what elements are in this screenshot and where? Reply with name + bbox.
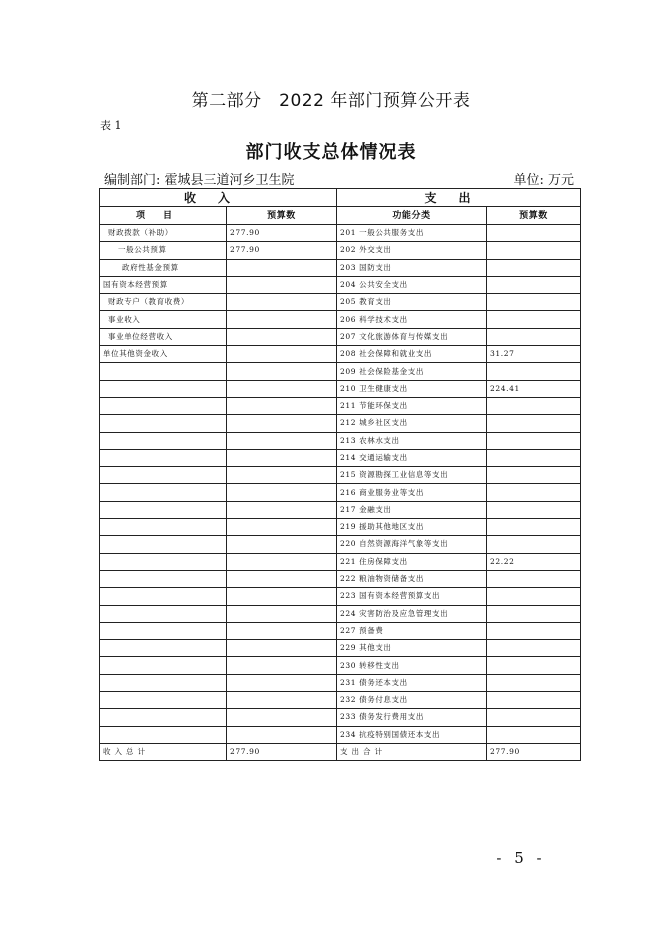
expense-item-cell: 223 国有资本经营预算支出 (337, 588, 487, 605)
totals-row (100, 743, 581, 760)
expense-amount-cell (487, 363, 581, 380)
table-row (100, 674, 581, 691)
table-number: 表 1 (100, 119, 122, 132)
item-header: 项目 (100, 207, 227, 225)
table-row (100, 692, 581, 709)
table-row (100, 484, 581, 501)
expense-item-cell: 224 灾害防治及应急管理支出 (337, 605, 487, 622)
table-row (100, 276, 581, 293)
header-row-2 (100, 207, 581, 225)
expense-item-cell: 214 交通运输支出 (337, 449, 487, 466)
income-amount-cell (227, 726, 337, 743)
expense-item-cell: 222 粮油物资储备支出 (337, 570, 487, 587)
expense-item-cell: 211 节能环保支出 (337, 397, 487, 414)
expense-item-cell: 202 外交支出 (337, 242, 487, 259)
income-amount-cell (227, 363, 337, 380)
table-row (100, 311, 581, 328)
expense-item-cell: 217 金融支出 (337, 501, 487, 518)
expense-item-cell: 209 社会保险基金支出 (337, 363, 487, 380)
table-row (100, 449, 581, 466)
income-item-cell: 事业收入 (100, 311, 227, 328)
income-item-cell (100, 726, 227, 743)
income-amount-cell (227, 484, 337, 501)
budget-amount-header-2: 预算数 (487, 207, 581, 225)
income-amount-cell (227, 259, 337, 276)
expense-item-cell: 203 国防支出 (337, 259, 487, 276)
income-item-cell (100, 415, 227, 432)
expense-item-cell: 201 一般公共服务支出 (337, 225, 487, 242)
expense-item-cell: 227 预备费 (337, 622, 487, 639)
income-item-cell: 国有资本经营预算 (100, 276, 227, 293)
table-row (100, 657, 581, 674)
expense-amount-cell (487, 432, 581, 449)
expense-amount-cell (487, 692, 581, 709)
income-amount-cell (227, 380, 337, 397)
expense-amount-cell (487, 657, 581, 674)
table-row (100, 588, 581, 605)
income-item-cell: 财政专户（教育收费） (100, 294, 227, 311)
table-row (100, 225, 581, 242)
income-amount-cell (227, 657, 337, 674)
income-header: 收入 (100, 189, 337, 207)
expense-item-cell: 230 转移性支出 (337, 657, 487, 674)
income-amount-cell (227, 276, 337, 293)
expense-amount-cell (487, 242, 581, 259)
income-amount-cell (227, 311, 337, 328)
table-row (100, 415, 581, 432)
table-row (100, 432, 581, 449)
expense-amount-cell (487, 449, 581, 466)
income-amount-cell (227, 605, 337, 622)
expense-amount-cell (487, 225, 581, 242)
income-item-cell (100, 657, 227, 674)
income-item-cell (100, 709, 227, 726)
expense-item-cell: 206 科学技术支出 (337, 311, 487, 328)
expense-amount-cell (487, 709, 581, 726)
expense-item-cell: 234 抗疫特别国债还本支出 (337, 726, 487, 743)
expense-amount-cell (487, 467, 581, 484)
table-row (100, 380, 581, 397)
expense-item-cell: 212 城乡社区支出 (337, 415, 487, 432)
page-number: - 5 - (496, 849, 546, 867)
expense-total-label: 支出合计 (337, 743, 487, 760)
expense-amount-cell (487, 588, 581, 605)
expense-amount-cell (487, 328, 581, 345)
income-total-label: 收入总计 (100, 743, 227, 760)
table-row (100, 640, 581, 657)
org-label: 编制部门: 霍城县三道河乡卫生院 (104, 173, 295, 188)
income-amount-cell (227, 328, 337, 345)
expense-amount-cell (487, 276, 581, 293)
income-amount-cell (227, 674, 337, 691)
expense-amount-cell (487, 397, 581, 414)
income-item-cell: 单位其他资金收入 (100, 346, 227, 363)
income-amount-cell (227, 432, 337, 449)
income-amount-cell (227, 553, 337, 570)
table-row (100, 605, 581, 622)
income-item-cell (100, 605, 227, 622)
income-amount-cell (227, 415, 337, 432)
header-row-1 (100, 189, 581, 207)
income-item-cell (100, 397, 227, 414)
income-item-cell (100, 519, 227, 536)
expense-item-cell: 204 公共安全支出 (337, 276, 487, 293)
table-row (100, 726, 581, 743)
expense-item-cell: 220 自然资源海洋气象等支出 (337, 536, 487, 553)
income-amount-cell (227, 397, 337, 414)
expense-amount-cell (487, 570, 581, 587)
income-amount-cell (227, 640, 337, 657)
budget-amount-header: 预算数 (227, 207, 337, 225)
table-row (100, 397, 581, 414)
income-item-cell (100, 363, 227, 380)
income-item-cell: 事业单位经营收入 (100, 328, 227, 345)
expense-item-cell: 232 债务付息支出 (337, 692, 487, 709)
expense-item-cell: 221 住房保障支出 (337, 553, 487, 570)
income-amount-cell (227, 519, 337, 536)
table-row (100, 467, 581, 484)
table-row (100, 553, 581, 570)
table-row (100, 363, 581, 380)
expense-amount-cell (487, 622, 581, 639)
income-item-cell (100, 570, 227, 587)
expense-item-cell: 207 文化旅游体育与传媒支出 (337, 328, 487, 345)
income-item-cell (100, 536, 227, 553)
expense-item-cell: 213 农林水支出 (337, 432, 487, 449)
expense-amount-cell: 22.22 (487, 553, 581, 570)
expense-item-cell: 219 援助其他地区支出 (337, 519, 487, 536)
org-line (104, 169, 578, 187)
income-item-cell (100, 640, 227, 657)
table-row (100, 328, 581, 345)
income-amount-cell (227, 709, 337, 726)
expense-amount-cell (487, 640, 581, 657)
income-item-cell (100, 380, 227, 397)
unit-label: 单位: 万元 (513, 173, 574, 188)
function-class-header: 功能分类 (337, 207, 487, 225)
expense-item-cell: 231 债务还本支出 (337, 674, 487, 691)
income-amount-cell (227, 449, 337, 466)
income-amount-cell (227, 536, 337, 553)
table-row (100, 519, 581, 536)
income-item-cell (100, 622, 227, 639)
expense-amount-cell (487, 415, 581, 432)
table-title: 部门收支总体情况表 (245, 142, 417, 163)
expense-header: 支出 (337, 189, 581, 207)
income-amount-cell (227, 294, 337, 311)
expense-item-cell: 215 资源勘探工业信息等支出 (337, 467, 487, 484)
expense-amount-cell (487, 726, 581, 743)
income-amount-cell (227, 692, 337, 709)
expense-total-amount: 277.90 (487, 743, 581, 760)
income-amount-cell (227, 588, 337, 605)
expense-amount-cell: 31.27 (487, 346, 581, 363)
expense-item-cell: 229 其他支出 (337, 640, 487, 657)
expense-amount-cell (487, 294, 581, 311)
part-title: 第二部分 2022 年部门预算公开表 (191, 91, 471, 111)
income-item-cell (100, 501, 227, 518)
table-row (100, 294, 581, 311)
expense-amount-cell (487, 311, 581, 328)
expense-amount-cell (487, 519, 581, 536)
table-row (100, 259, 581, 276)
income-amount-cell: 277.90 (227, 242, 337, 259)
expense-amount-cell: 224.41 (487, 380, 581, 397)
income-item-cell (100, 484, 227, 501)
expense-amount-cell (487, 674, 581, 691)
budget-table (99, 188, 581, 761)
expense-item-cell: 205 教育支出 (337, 294, 487, 311)
expense-amount-cell (487, 259, 581, 276)
expense-item-cell: 210 卫生健康支出 (337, 380, 487, 397)
income-item-cell (100, 467, 227, 484)
income-total-amount: 277.90 (227, 743, 337, 760)
table-row (100, 242, 581, 259)
income-amount-cell (227, 501, 337, 518)
income-item-cell: 一般公共预算 (100, 242, 227, 259)
table-row (100, 709, 581, 726)
income-item-cell (100, 692, 227, 709)
expense-amount-cell (487, 536, 581, 553)
table-row (100, 501, 581, 518)
income-item-cell (100, 449, 227, 466)
expense-amount-cell (487, 484, 581, 501)
table-row (100, 536, 581, 553)
income-item-cell (100, 432, 227, 449)
table-row (100, 570, 581, 587)
expense-amount-cell (487, 605, 581, 622)
income-amount-cell (227, 346, 337, 363)
table-row (100, 622, 581, 639)
expense-item-cell: 208 社会保障和就业支出 (337, 346, 487, 363)
table-row (100, 346, 581, 363)
expense-item-cell: 216 商业服务业等支出 (337, 484, 487, 501)
income-amount-cell (227, 467, 337, 484)
income-amount-cell (227, 622, 337, 639)
income-item-cell (100, 588, 227, 605)
expense-amount-cell (487, 501, 581, 518)
income-item-cell (100, 674, 227, 691)
income-amount-cell: 277.90 (227, 225, 337, 242)
income-item-cell (100, 553, 227, 570)
expense-item-cell: 233 债务发行费用支出 (337, 709, 487, 726)
income-amount-cell (227, 570, 337, 587)
income-item-cell: 政府性基金预算 (100, 259, 227, 276)
income-item-cell: 财政拨款（补助） (100, 225, 227, 242)
